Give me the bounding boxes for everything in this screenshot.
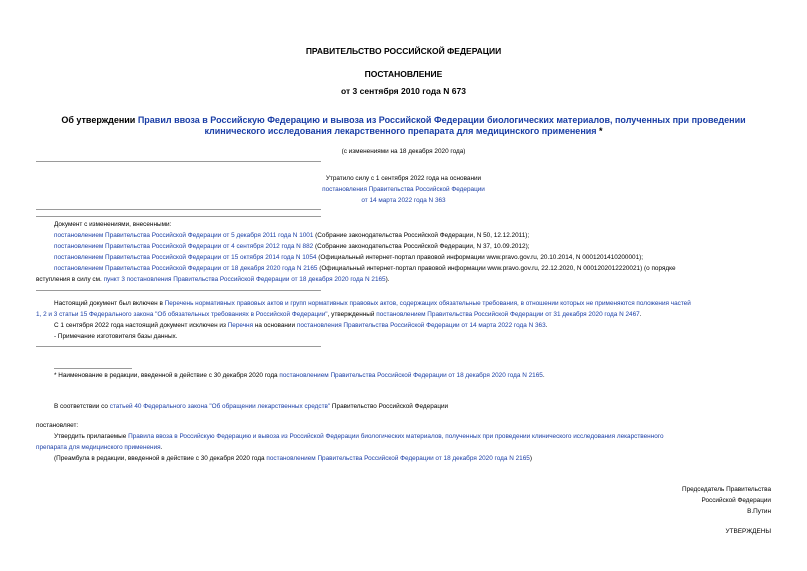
approve-end: .: [160, 444, 163, 451]
list-item: [54, 230, 529, 241]
amendment-link[interactable]: постановлением Правительства Российской Федерации от 4 сентября 2012 года N 882: [54, 243, 314, 250]
changes-heading: Документ с изменениями, внесенными:: [54, 221, 172, 228]
signatory-role: Председатель Правительства: [682, 486, 771, 493]
decree-363-link[interactable]: постановления Правительства Российской Федерации от 14 марта 2022 года N 363: [296, 322, 546, 329]
preamble-decree-link[interactable]: постановлением Правительства Российской Федерации от 18 декабря 2020 года N 2165: [266, 455, 530, 462]
approve-paragraph: [54, 431, 664, 442]
title-line-1: [0, 115, 807, 126]
preamble-text: В соответствии со: [54, 403, 110, 410]
expired-decree-link[interactable]: постановления Правительства Российской Федерации: [322, 186, 485, 193]
title-footnote-mark: *: [596, 126, 603, 136]
article-40-link[interactable]: статьей 40 Федерального закона "Об обращении лекарственных средств": [109, 403, 331, 410]
amendment-source: (Собрание законодательства Российской Федерации, N 50, 12.12.2011);: [313, 232, 530, 239]
note-text: на основании: [253, 322, 297, 329]
document-date-number: от 3 сентября 2010 года N 673: [341, 86, 466, 96]
database-note: - Примечание изготовителя базы данных.: [54, 333, 178, 340]
resolves-word: постановляет:: [36, 422, 79, 429]
amendment-link[interactable]: постановлением Правительства Российской Федерации от 5 декабря 2011 года N 1001: [54, 232, 314, 239]
note-text: .: [639, 311, 642, 318]
note-text: С 1 сентября 2022 года настоящий документ исключен из: [54, 322, 228, 329]
signatory-name: В.Путин: [747, 508, 771, 515]
amendment-source: (Официальный интернет-портал правовой информации www.pravo.gov.ru, 22.12.2020, N 0001202012220021) (о порядке: [317, 265, 676, 272]
government-name: ПРАВИТЕЛЬСТВО РОССИЙСКОЙ ФЕДЕРАЦИИ: [305, 46, 502, 56]
footnote-decree-link[interactable]: постановлением Правительства Российской Федерации от 18 декабря 2020 года N 2165: [279, 372, 543, 379]
amendment-source: (Собрание законодательства Российской Федерации, N 37, 10.09.2012);: [313, 243, 530, 250]
list-link[interactable]: Перечня: [227, 322, 254, 329]
expired-decree-link-date[interactable]: от 14 марта 2022 года N 363: [361, 197, 446, 204]
approve-text: Утвердить прилагаемые: [54, 433, 129, 440]
continuation-text: вступления в силу см.: [36, 276, 104, 283]
divider: [36, 346, 321, 347]
divider: [36, 161, 321, 162]
expired-notice: Утратило силу с 1 сентября 2022 года на основании: [325, 175, 482, 182]
footnote-divider: [54, 368, 132, 369]
title-prefix: Об утверждении: [61, 115, 138, 125]
note-paragraph-1: [54, 298, 691, 309]
divider: [36, 209, 321, 210]
approve-paragraph-cont: [36, 442, 162, 453]
document-title: [0, 115, 807, 137]
note-paragraph-2: [54, 320, 547, 331]
rules-link[interactable]: Правила ввоза в Российскую Федерацию и вывоза из Российской Федерации биологических материалов, полученных при проведении клинического исследования лекарственного: [128, 433, 664, 440]
amendment-link[interactable]: постановлением Правительства Российской Федерации от 18 декабря 2020 года N 2165: [54, 265, 318, 272]
list-item: [54, 252, 643, 263]
list-item-continuation: [36, 274, 390, 285]
amendment-link[interactable]: постановлением Правительства Российской Федерации от 15 октября 2014 года N 1054: [54, 254, 317, 261]
footnote-end: .: [542, 372, 545, 379]
federal-law-link[interactable]: 1, 2 и 3 статьи 15 Федерального закона "Об обязательных требованиях в Российской Федерации": [36, 311, 328, 318]
document-type: ПОСТАНОВЛЕНИЕ: [364, 69, 443, 79]
entry-into-force-link[interactable]: пункт 3 постановления Правительства Российской Федерации от 18 декабря 2020 года N 2165: [103, 276, 386, 283]
preamble-text: Правительство Российской Федерации: [330, 403, 449, 410]
preamble-note-end: ): [529, 455, 532, 462]
title-line-2: [0, 126, 807, 137]
preamble-note: [54, 453, 532, 464]
amended-note: (с изменениями на 18 декабря 2020 года): [341, 148, 466, 155]
continuation-end: ).: [385, 276, 390, 283]
note-text: .: [545, 322, 548, 329]
footnote: [54, 370, 545, 381]
divider: [36, 290, 321, 291]
signatory-role-2: Российской Федерации: [701, 497, 771, 504]
decree-2467-link[interactable]: постановлением Правительства Российской Федерации от 31 декабря 2020 года N 2467: [376, 311, 640, 318]
preamble: [54, 401, 448, 412]
rules-link-cont[interactable]: препарата для медицинского применения: [36, 444, 161, 451]
list-item: [54, 263, 676, 274]
list-exclusion-link[interactable]: Перечень нормативных правовых актов и групп нормативных правовых актов, содержащих обязательные требования, в отношении которых не применяются положения частей: [164, 300, 691, 307]
note-paragraph-1-cont: [36, 309, 641, 320]
preamble-note-text: (Преамбула в редакции, введенной в действие с 30 декабря 2020 года: [54, 455, 267, 462]
divider: [36, 216, 321, 217]
note-text: Настоящий документ был включен в: [54, 300, 165, 307]
title-rules-link-cont[interactable]: клинического исследования лекарственного препарата для медицинского применения: [204, 126, 597, 136]
title-rules-link[interactable]: Правил ввоза в Российскую Федерацию и вывоза из Российской Федерации биологических материалов, полученных при проведении: [137, 115, 746, 125]
list-item: [54, 241, 530, 252]
approved-heading: УТВЕРЖДЕНЫ: [725, 528, 771, 535]
footnote-text: * Наименование в редакции, введенной в действие с 30 декабря 2020 года: [54, 372, 280, 379]
amendment-source: (Официальный интернет-портал правовой информации www.pravo.gov.ru, 20.10.2014, N 0001201410200001);: [316, 254, 644, 261]
note-text: , утвержденный: [327, 311, 377, 318]
